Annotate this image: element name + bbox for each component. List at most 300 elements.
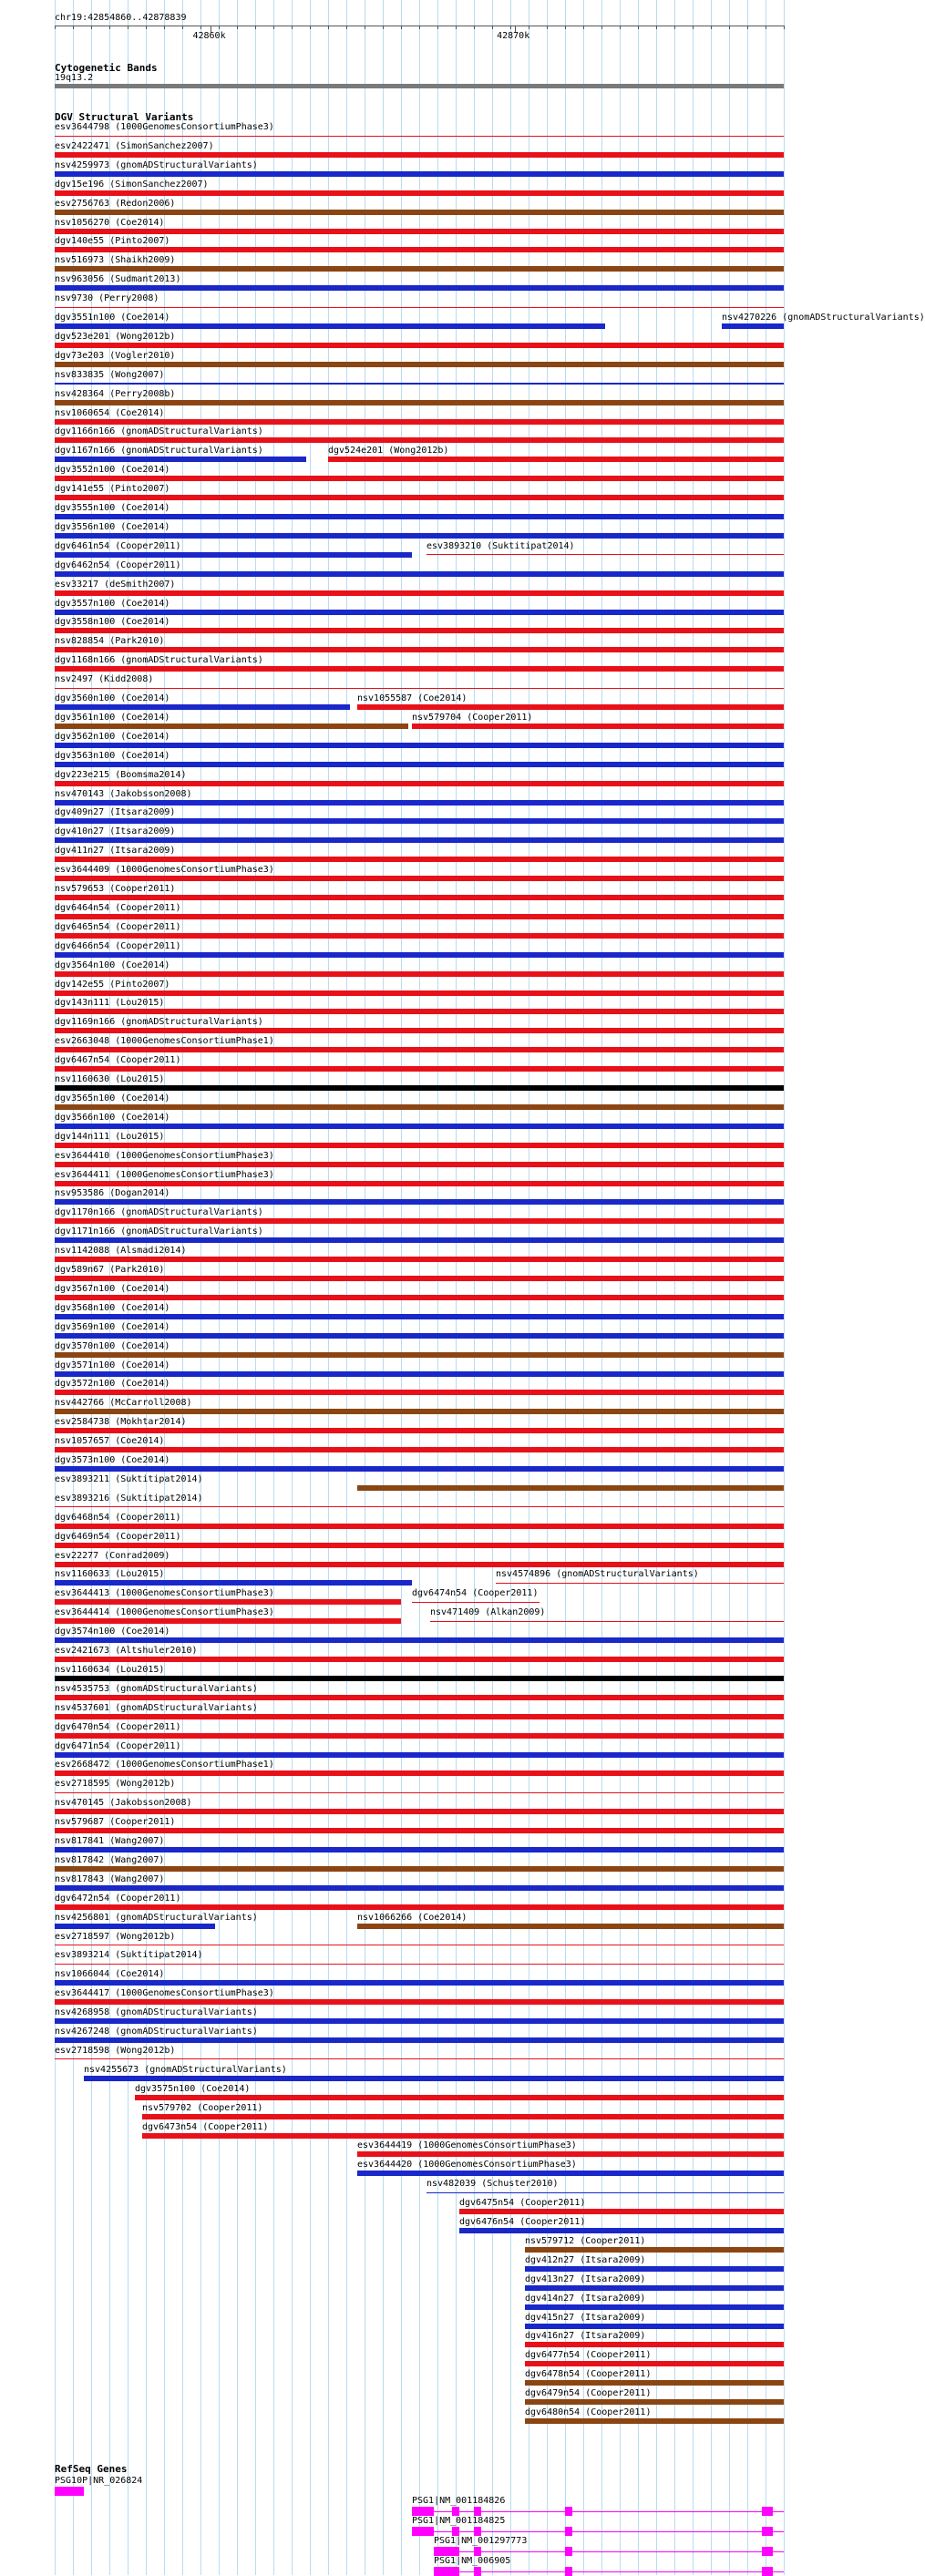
gene-label: PSG1|NM_006905 bbox=[434, 2555, 511, 2566]
variant-bar bbox=[722, 323, 784, 329]
variant-bar bbox=[55, 229, 784, 234]
variant-bar bbox=[427, 554, 784, 555]
gene-exon bbox=[452, 2527, 459, 2536]
gene-exon bbox=[434, 2567, 459, 2576]
variant-label: nsv4255673 (gnomADStructuralVariants) bbox=[84, 2064, 287, 2075]
variant-bar bbox=[55, 1580, 412, 1586]
cytoband-bar bbox=[55, 84, 784, 88]
variant-bar bbox=[135, 2095, 784, 2100]
variant-label: nsv516973 (Shaikh2009) bbox=[55, 255, 176, 266]
variant-label: esv3893216 (Suktitipat2014) bbox=[55, 1493, 203, 1504]
refseq-track-title: RefSeq Genes bbox=[55, 2462, 128, 2475]
grid-line bbox=[383, 0, 384, 2575]
variant-bar bbox=[55, 724, 408, 729]
variant-bar bbox=[55, 971, 784, 977]
grid-line bbox=[693, 0, 694, 2575]
gene-label: PSG1|NM_001184826 bbox=[412, 2495, 506, 2506]
variant-bar bbox=[55, 552, 412, 558]
variant-bar bbox=[55, 1847, 784, 1852]
variant-bar bbox=[55, 307, 784, 308]
gene-exon bbox=[434, 2547, 459, 2556]
grid-line bbox=[674, 0, 675, 2575]
variant-bar bbox=[55, 1428, 784, 1433]
variant-bar bbox=[55, 1904, 784, 1910]
variant-label: nsv1160633 (Lou2015) bbox=[55, 1569, 165, 1580]
variant-label: nsv817841 (Wang2007) bbox=[55, 1836, 165, 1846]
variant-bar bbox=[55, 1447, 784, 1452]
variant-label: esv2718597 (Wong2012b) bbox=[55, 1931, 176, 1942]
variant-bar bbox=[55, 781, 784, 786]
variant-label: dgv3574n100 (Coe2014) bbox=[55, 1627, 170, 1637]
variant-label: dgv3564n100 (Coe2014) bbox=[55, 960, 170, 970]
dgv-track-title: DGV Structural Variants bbox=[55, 111, 194, 123]
variant-label: dgv3557n100 (Coe2014) bbox=[55, 598, 170, 609]
variant-label: nsv470145 (Jakobsson2008) bbox=[55, 1798, 192, 1809]
gene-exon bbox=[474, 2507, 481, 2516]
grid-line bbox=[255, 0, 256, 2575]
variant-label: nsv1160634 (Lou2015) bbox=[55, 1664, 165, 1675]
variant-bar bbox=[55, 1770, 784, 1776]
variant-bar bbox=[142, 2133, 784, 2139]
variant-bar bbox=[55, 323, 605, 329]
variant-bar bbox=[357, 1485, 784, 1491]
gene-intron-line bbox=[434, 2571, 784, 2572]
gene-exon bbox=[55, 2487, 84, 2496]
variant-label: esv2584738 (Mokhtar2014) bbox=[55, 1417, 187, 1428]
variant-label: nsv9730 (Perry2008) bbox=[55, 293, 159, 304]
variant-label: dgv140e55 (Pinto2007) bbox=[55, 236, 170, 247]
variant-bar bbox=[55, 1295, 784, 1300]
variant-bar bbox=[55, 362, 784, 367]
variant-bar bbox=[357, 2151, 784, 2157]
ruler-minor-tick bbox=[547, 26, 548, 29]
variant-bar bbox=[55, 1124, 784, 1129]
variant-label: dgv6469n54 (Cooper2011) bbox=[55, 1531, 181, 1542]
variant-label: dgv3573n100 (Coe2014) bbox=[55, 1455, 170, 1465]
variant-label: esv3893211 (Suktitipat2014) bbox=[55, 1473, 203, 1484]
variant-bar bbox=[55, 1143, 784, 1148]
variant-bar bbox=[55, 1695, 784, 1700]
variant-label: dgv6474n54 (Cooper2011) bbox=[412, 1588, 539, 1599]
ruler-minor-tick bbox=[693, 26, 694, 29]
variant-label: nsv2497 (Kidd2008) bbox=[55, 674, 154, 685]
variant-label: esv3644409 (1000GenomesConsortiumPhase3) bbox=[55, 865, 274, 876]
ruler-minor-tick bbox=[55, 26, 56, 29]
variant-label: nsv470143 (Jakobsson2008) bbox=[55, 788, 192, 799]
variant-bar bbox=[55, 876, 784, 881]
gene-exon bbox=[474, 2527, 481, 2536]
ruler-minor-tick bbox=[638, 26, 639, 29]
variant-bar bbox=[55, 266, 784, 272]
gene-exon bbox=[762, 2507, 773, 2516]
variant-bar bbox=[55, 704, 350, 710]
variant-bar bbox=[55, 1657, 784, 1662]
variant-label: nsv4259973 (gnomADStructuralVariants) bbox=[55, 159, 258, 170]
variant-label: dgv73e203 (Vogler2010) bbox=[55, 350, 176, 361]
variant-bar bbox=[55, 1506, 784, 1507]
variant-label: dgv1170n166 (gnomADStructuralVariants) bbox=[55, 1207, 263, 1218]
gene-exon bbox=[565, 2547, 572, 2556]
variant-label: dgv6478n54 (Cooper2011) bbox=[525, 2369, 652, 2380]
variant-label: nsv579687 (Cooper2011) bbox=[55, 1817, 176, 1828]
variant-label: nsv817843 (Wang2007) bbox=[55, 1873, 165, 1884]
variant-label: dgv6467n54 (Cooper2011) bbox=[55, 1055, 181, 1066]
variant-label: esv22277 (Conrad2009) bbox=[55, 1550, 170, 1561]
ruler-minor-tick bbox=[474, 26, 475, 29]
ruler-minor-tick bbox=[346, 26, 347, 29]
variant-bar bbox=[357, 704, 784, 710]
variant-bar bbox=[55, 628, 784, 633]
variant-label: dgv142e55 (Pinto2007) bbox=[55, 979, 170, 990]
variant-label: dgv3558n100 (Coe2014) bbox=[55, 617, 170, 628]
grid-line bbox=[620, 0, 621, 2575]
grid-line bbox=[747, 0, 748, 2575]
variant-label: dgv141e55 (Pinto2007) bbox=[55, 484, 170, 495]
ruler-minor-tick bbox=[656, 26, 657, 29]
ruler-minor-tick bbox=[747, 26, 748, 29]
variant-label: nsv471409 (Alkan2009) bbox=[430, 1607, 546, 1618]
variant-bar bbox=[55, 152, 784, 158]
gene-label: PSG1|NM_001184825 bbox=[412, 2515, 506, 2526]
ruler-tick-label: 42860k bbox=[192, 31, 226, 41]
variant-bar bbox=[55, 1752, 784, 1758]
grid-line bbox=[328, 0, 329, 2575]
ruler-minor-tick bbox=[784, 26, 785, 29]
variant-bar bbox=[55, 419, 784, 425]
variant-label: nsv4574896 (gnomADStructuralVariants) bbox=[496, 1569, 699, 1580]
variant-bar bbox=[55, 1371, 784, 1377]
variant-bar bbox=[412, 724, 784, 729]
ruler-minor-tick bbox=[73, 26, 74, 29]
variant-bar bbox=[55, 1409, 784, 1414]
variant-label: dgv144n111 (Lou2015) bbox=[55, 1131, 165, 1142]
ruler-minor-tick bbox=[91, 26, 92, 29]
variant-label: dgv6466n54 (Cooper2011) bbox=[55, 940, 181, 951]
variant-label: dgv414n27 (Itsara2009) bbox=[525, 2293, 646, 2304]
variant-label: dgv1166n166 (gnomADStructuralVariants) bbox=[55, 426, 263, 437]
variant-label: dgv3567n100 (Coe2014) bbox=[55, 1283, 170, 1294]
grid-line bbox=[656, 0, 657, 2575]
variant-bar bbox=[55, 610, 784, 615]
ruler-tick-label: 42870k bbox=[497, 31, 530, 41]
ruler-minor-tick bbox=[200, 26, 201, 29]
variant-bar bbox=[55, 1866, 784, 1872]
variant-label: dgv6475n54 (Cooper2011) bbox=[459, 2198, 586, 2209]
variant-bar bbox=[55, 590, 784, 596]
variant-label: dgv6477n54 (Cooper2011) bbox=[525, 2350, 652, 2361]
variant-label: dgv3561n100 (Coe2014) bbox=[55, 712, 170, 723]
gene-exon bbox=[474, 2567, 481, 2576]
variant-bar bbox=[55, 1104, 784, 1110]
gene-exon bbox=[565, 2567, 572, 2576]
variant-bar bbox=[55, 1999, 784, 2005]
variant-label: nsv579704 (Cooper2011) bbox=[412, 712, 533, 723]
variant-label: esv3644798 (1000GenomesConsortiumPhase3) bbox=[55, 122, 274, 132]
variant-label: dgv1168n166 (gnomADStructuralVariants) bbox=[55, 655, 263, 666]
variant-bar bbox=[525, 2247, 784, 2253]
variant-label: nsv953586 (Dogan2014) bbox=[55, 1188, 170, 1199]
variant-label: nsv828854 (Park2010) bbox=[55, 636, 165, 647]
variant-label: dgv413n27 (Itsara2009) bbox=[525, 2273, 646, 2284]
grid-line bbox=[601, 0, 602, 2575]
variant-label: dgv6473n54 (Cooper2011) bbox=[142, 2121, 269, 2132]
region-label: chr19:42854860..42878839 bbox=[55, 13, 187, 23]
variant-bar bbox=[55, 837, 784, 843]
variant-label: dgv6461n54 (Cooper2011) bbox=[55, 540, 181, 551]
ruler-minor-tick bbox=[437, 26, 438, 29]
variant-bar bbox=[459, 2209, 784, 2214]
variant-bar bbox=[55, 1618, 401, 1624]
variant-label: dgv410n27 (Itsara2009) bbox=[55, 826, 176, 837]
variant-bar bbox=[55, 914, 784, 919]
ruler-minor-tick bbox=[401, 26, 402, 29]
variant-bar bbox=[525, 2304, 784, 2310]
variant-bar bbox=[55, 1028, 784, 1033]
variant-label: dgv3560n100 (Coe2014) bbox=[55, 693, 170, 703]
gene-exon bbox=[474, 2547, 481, 2556]
variant-bar bbox=[55, 1964, 784, 1965]
variant-label: dgv3569n100 (Coe2014) bbox=[55, 1321, 170, 1332]
variant-bar bbox=[55, 762, 784, 767]
variant-label: dgv6472n54 (Cooper2011) bbox=[55, 1893, 181, 1904]
ruler-minor-tick bbox=[109, 26, 110, 29]
variant-label: nsv963056 (Sudmant2013) bbox=[55, 274, 181, 285]
ruler-minor-tick bbox=[583, 26, 584, 29]
variant-bar bbox=[55, 1257, 784, 1262]
variant-label: nsv1160630 (Lou2015) bbox=[55, 1074, 165, 1084]
ruler-minor-tick bbox=[419, 26, 420, 29]
variant-label: dgv6462n54 (Cooper2011) bbox=[55, 559, 181, 570]
variant-label: dgv3556n100 (Coe2014) bbox=[55, 521, 170, 532]
grid-line bbox=[711, 0, 712, 2575]
variant-label: dgv6464n54 (Cooper2011) bbox=[55, 902, 181, 913]
variant-label: nsv428364 (Perry2008b) bbox=[55, 388, 176, 399]
variant-bar bbox=[525, 2342, 784, 2347]
variant-bar bbox=[55, 533, 784, 539]
variant-label: nsv1060654 (Coe2014) bbox=[55, 407, 165, 418]
variant-bar bbox=[525, 2361, 784, 2366]
ruler-minor-tick bbox=[292, 26, 293, 29]
ruler-minor-tick bbox=[492, 26, 493, 29]
variant-bar bbox=[55, 437, 784, 443]
gene-label: PSG10P|NR_026824 bbox=[55, 2475, 143, 2486]
grid-line bbox=[200, 0, 201, 2575]
variant-bar bbox=[55, 666, 784, 672]
variant-bar bbox=[84, 2076, 784, 2081]
variant-bar bbox=[55, 647, 784, 652]
variant-label: nsv1066044 (Coe2014) bbox=[55, 1969, 165, 1980]
variant-bar bbox=[525, 2418, 784, 2424]
variant-bar bbox=[55, 1676, 784, 1681]
variant-bar bbox=[55, 1828, 784, 1833]
ruler-minor-tick bbox=[510, 26, 511, 29]
variant-label: nsv579653 (Cooper2011) bbox=[55, 884, 176, 894]
variant-label: dgv3566n100 (Coe2014) bbox=[55, 1112, 170, 1123]
variant-bar bbox=[55, 1218, 784, 1224]
variant-label: dgv3575n100 (Coe2014) bbox=[135, 2083, 251, 2094]
variant-label: esv2663048 (1000GenomesConsortiumPhase1) bbox=[55, 1036, 274, 1047]
variant-label: esv3893210 (Suktitipat2014) bbox=[427, 540, 575, 551]
variant-bar bbox=[55, 1733, 784, 1739]
variant-bar bbox=[55, 857, 784, 862]
variant-bar bbox=[55, 1980, 784, 1986]
variant-bar bbox=[55, 990, 784, 996]
gene-label: PSG1|NM_001297773 bbox=[434, 2535, 528, 2546]
variant-label: dgv589n67 (Park2010) bbox=[55, 1265, 165, 1275]
variant-label: dgv3565n100 (Coe2014) bbox=[55, 1093, 170, 1103]
variant-label: dgv6468n54 (Cooper2011) bbox=[55, 1512, 181, 1523]
variant-label: dgv3571n100 (Coe2014) bbox=[55, 1360, 170, 1370]
gene-exon bbox=[452, 2507, 459, 2516]
variant-bar bbox=[525, 2324, 784, 2329]
variant-bar bbox=[55, 1162, 784, 1167]
variant-bar bbox=[55, 688, 784, 689]
gene-intron-line bbox=[412, 2531, 784, 2532]
variant-bar bbox=[55, 2018, 784, 2024]
variant-label: nsv579712 (Cooper2011) bbox=[525, 2235, 646, 2246]
ruler-minor-tick bbox=[273, 26, 274, 29]
variant-bar bbox=[55, 495, 784, 500]
variant-bar bbox=[55, 457, 306, 462]
variant-bar bbox=[55, 818, 784, 824]
variant-bar bbox=[55, 743, 784, 748]
grid-line bbox=[182, 0, 183, 2575]
variant-label: nsv4535753 (gnomADStructuralVariants) bbox=[55, 1683, 258, 1694]
variant-bar bbox=[55, 1276, 784, 1281]
variant-bar bbox=[525, 2266, 784, 2272]
variant-bar bbox=[55, 800, 784, 806]
variant-bar bbox=[55, 1181, 784, 1186]
variant-label: nsv1057657 (Coe2014) bbox=[55, 1436, 165, 1447]
variant-label: nsv4267248 (gnomADStructuralVariants) bbox=[55, 2027, 258, 2037]
variant-bar bbox=[525, 2399, 784, 2405]
variant-label: dgv1167n166 (gnomADStructuralVariants) bbox=[55, 446, 263, 457]
variant-bar bbox=[55, 383, 784, 385]
variant-label: dgv3563n100 (Coe2014) bbox=[55, 750, 170, 761]
variant-label: dgv411n27 (Itsara2009) bbox=[55, 846, 176, 857]
gene-intron-line bbox=[412, 2511, 784, 2512]
variant-label: dgv1171n166 (gnomADStructuralVariants) bbox=[55, 1226, 263, 1237]
grid-line bbox=[401, 0, 402, 2575]
ruler-minor-tick bbox=[328, 26, 329, 29]
variant-bar bbox=[55, 933, 784, 939]
variant-bar bbox=[55, 1199, 784, 1205]
variant-bar bbox=[55, 1599, 401, 1605]
variant-label: esv3644411 (1000GenomesConsortiumPhase3) bbox=[55, 1169, 274, 1180]
variant-label: esv2756763 (Redon2006) bbox=[55, 198, 176, 209]
variant-bar bbox=[55, 1047, 784, 1052]
variant-label: dgv6465n54 (Cooper2011) bbox=[55, 921, 181, 932]
variant-label: nsv4268958 (gnomADStructuralVariants) bbox=[55, 2007, 258, 2018]
variant-label: nsv482039 (Schuster2010) bbox=[427, 2179, 559, 2190]
variant-label: dgv523e201 (Wong2012b) bbox=[55, 331, 176, 342]
variant-label: dgv3551n100 (Coe2014) bbox=[55, 313, 170, 323]
variant-label: dgv6470n54 (Cooper2011) bbox=[55, 1721, 181, 1732]
variant-label: dgv223e215 (Boomsma2014) bbox=[55, 769, 187, 780]
variant-bar bbox=[328, 457, 784, 462]
variant-bar bbox=[357, 2171, 784, 2176]
variant-bar bbox=[55, 514, 784, 519]
variant-label: dgv3572n100 (Coe2014) bbox=[55, 1379, 170, 1390]
grid-line bbox=[237, 0, 238, 2575]
variant-label: nsv1056270 (Coe2014) bbox=[55, 217, 165, 228]
variant-bar bbox=[55, 1333, 784, 1339]
variant-bar bbox=[55, 136, 784, 137]
gene-exon bbox=[412, 2507, 434, 2516]
variant-label: esv3644413 (1000GenomesConsortiumPhase3) bbox=[55, 1588, 274, 1599]
grid-line bbox=[310, 0, 311, 2575]
ruler-minor-tick bbox=[219, 26, 220, 29]
grid-line bbox=[565, 0, 566, 2575]
variant-bar bbox=[55, 2058, 784, 2059]
variant-label: dgv416n27 (Itsara2009) bbox=[525, 2331, 646, 2342]
variant-bar bbox=[55, 285, 784, 291]
gene-exon bbox=[565, 2507, 572, 2516]
variant-bar bbox=[142, 2114, 784, 2119]
variant-label: esv2421673 (Altshuler2010) bbox=[55, 1646, 198, 1656]
variant-bar bbox=[55, 171, 784, 177]
variant-label: nsv4256801 (gnomADStructuralVariants) bbox=[55, 1912, 258, 1923]
variant-label: esv3644417 (1000GenomesConsortiumPhase3) bbox=[55, 1988, 274, 1999]
variant-bar bbox=[55, 1352, 784, 1358]
variant-bar bbox=[430, 1621, 784, 1622]
variant-label: esv2422471 (SimonSanchez2007) bbox=[55, 140, 214, 151]
gene-exon bbox=[565, 2527, 572, 2536]
variant-label: dgv6476n54 (Cooper2011) bbox=[459, 2217, 586, 2227]
variant-bar bbox=[55, 400, 784, 405]
variant-bar bbox=[55, 247, 784, 252]
variant-bar bbox=[459, 2228, 784, 2233]
variant-bar bbox=[55, 190, 784, 196]
variant-label: dgv3568n100 (Coe2014) bbox=[55, 1302, 170, 1313]
variant-bar bbox=[55, 1009, 784, 1014]
variant-label: dgv3552n100 (Coe2014) bbox=[55, 465, 170, 476]
variant-bar bbox=[55, 895, 784, 900]
variant-bar bbox=[55, 1714, 784, 1719]
variant-label: dgv3555n100 (Coe2014) bbox=[55, 503, 170, 513]
variant-bar bbox=[55, 476, 784, 481]
variant-bar bbox=[55, 1543, 784, 1548]
variant-bar bbox=[525, 2285, 784, 2291]
variant-label: esv3644419 (1000GenomesConsortiumPhase3) bbox=[357, 2140, 577, 2151]
variant-bar bbox=[525, 2380, 784, 2386]
variant-bar bbox=[55, 1562, 784, 1567]
variant-label: nsv1055587 (Coe2014) bbox=[357, 693, 468, 703]
variant-label: esv2718598 (Wong2012b) bbox=[55, 2045, 176, 2056]
ruler-minor-tick bbox=[310, 26, 311, 29]
gene-exon bbox=[762, 2547, 773, 2556]
ruler-minor-tick bbox=[237, 26, 238, 29]
gene-exon bbox=[762, 2527, 773, 2536]
variant-bar bbox=[55, 2037, 784, 2043]
cytoband-label: 19q13.2 bbox=[55, 73, 94, 83]
variant-bar bbox=[55, 1637, 784, 1643]
ruler-minor-tick bbox=[674, 26, 675, 29]
ruler-minor-tick bbox=[146, 26, 147, 29]
variant-bar bbox=[55, 1924, 215, 1929]
gene-intron-line bbox=[434, 2551, 784, 2552]
grid-line bbox=[219, 0, 220, 2575]
variant-label: dgv15e196 (SimonSanchez2007) bbox=[55, 179, 209, 190]
variant-bar bbox=[55, 1885, 784, 1891]
variant-label: esv3644420 (1000GenomesConsortiumPhase3) bbox=[357, 2160, 577, 2171]
grid-line bbox=[784, 0, 785, 2575]
variant-label: dgv412n27 (Itsara2009) bbox=[525, 2254, 646, 2265]
variant-label: nsv833835 (Wong2007) bbox=[55, 369, 165, 380]
variant-bar bbox=[55, 343, 784, 348]
variant-label: esv2668472 (1000GenomesConsortiumPhase1) bbox=[55, 1760, 274, 1770]
variant-label: esv3644410 (1000GenomesConsortiumPhase3) bbox=[55, 1150, 274, 1161]
